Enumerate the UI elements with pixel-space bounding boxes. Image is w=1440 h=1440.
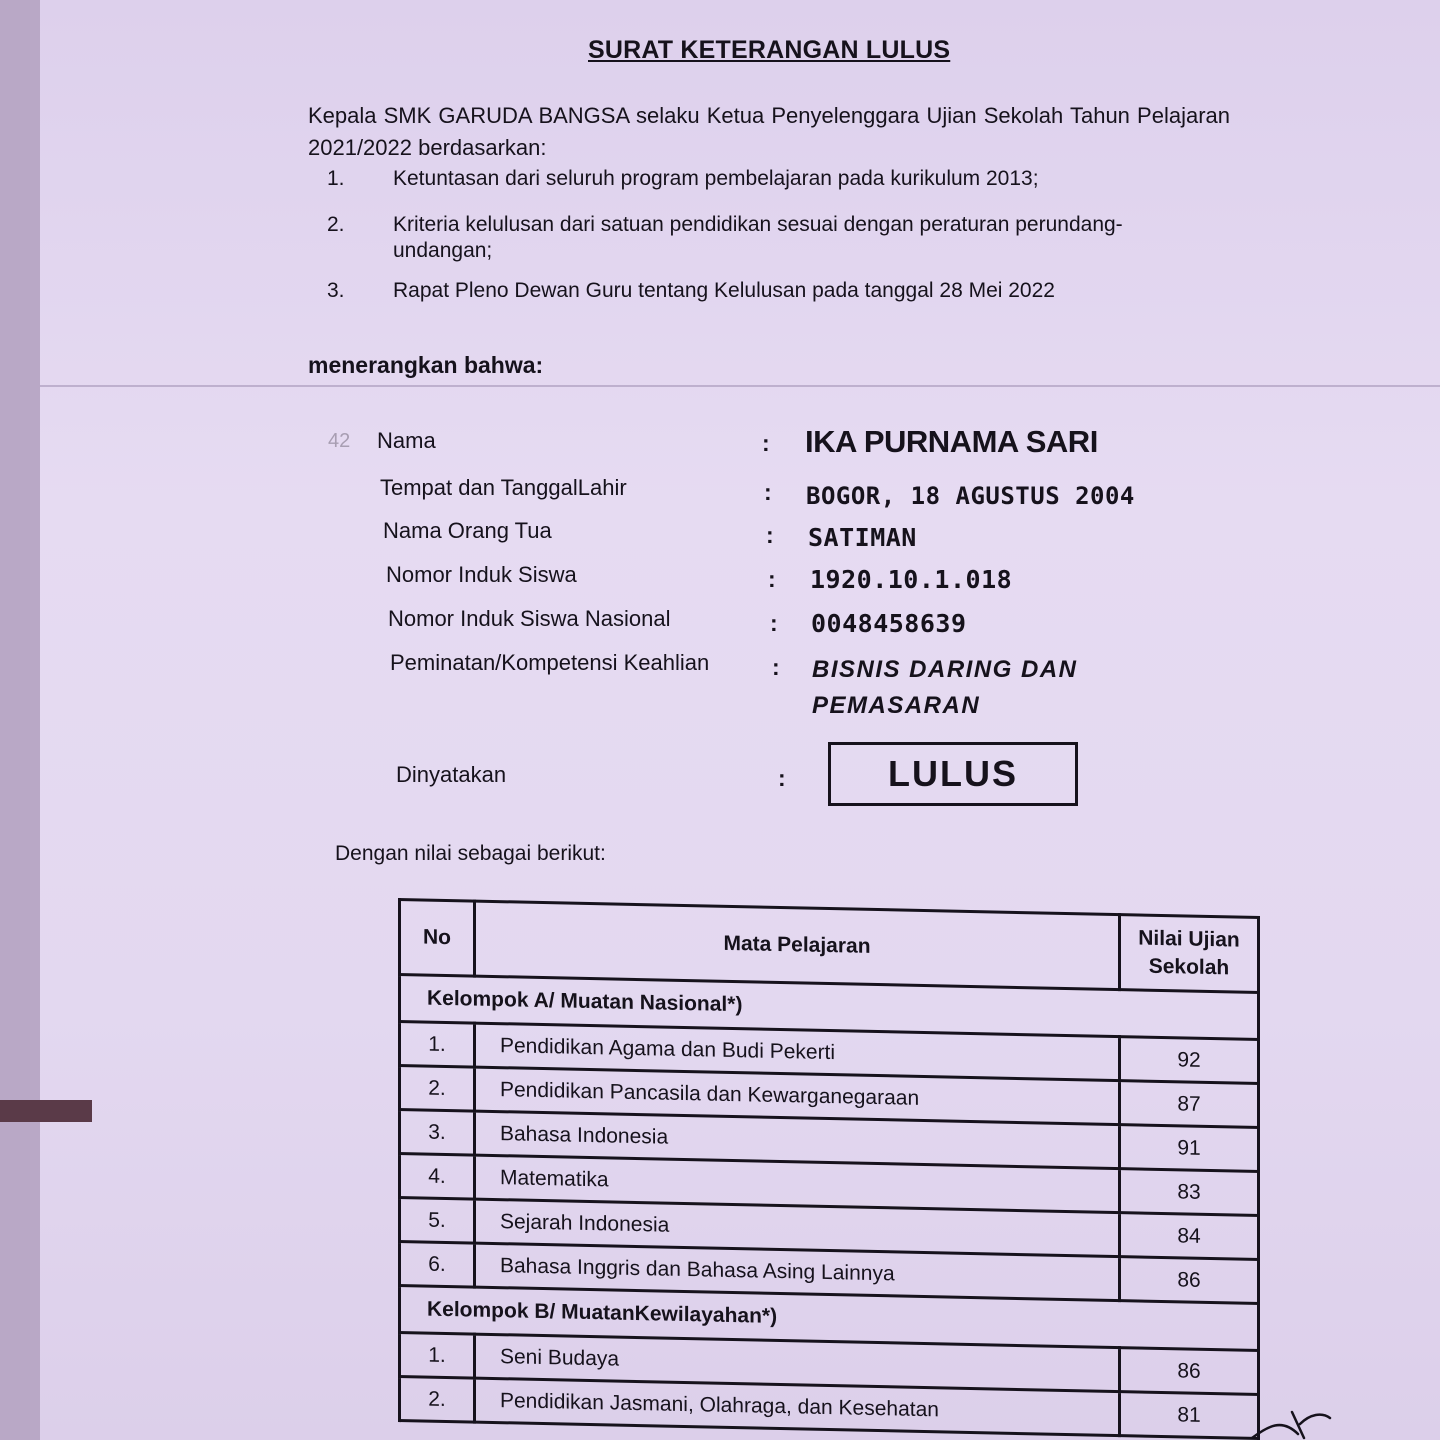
colon: : [764,479,772,505]
colon: : [762,430,770,456]
basis-text: Kriteria kelulusan dari satuan pendidikan sesuai dengan peraturan perundang-undangan; [393,213,1123,262]
status-value: LULUS [888,753,1018,794]
status-box [828,742,1078,806]
row-score: 81 [1120,1392,1259,1439]
paper-fold-line [40,385,1440,387]
colon: : [768,566,776,592]
colon: : [778,765,786,791]
row-no: 1. [400,1022,475,1068]
lead-text: menerangkan bahwa: [308,352,544,378]
group-a-title: Kelompok A/ Muatan Nasional*) [400,975,1259,1040]
colon: : [772,654,780,680]
grades-intro: Dengan nilai sebagai berikut: [335,842,606,865]
colon: : [770,610,778,636]
skill-value: BISNIS DARING DAN PEMASARAN [812,656,1078,719]
row-number: 42 [328,430,351,452]
header-score: Nilai Ujian Sekolah [1120,915,1259,993]
row-score: 86 [1120,1257,1259,1304]
row-no: 1. [400,1333,475,1379]
basis-number: 1. [327,167,345,190]
row-no: 3. [400,1110,475,1156]
row-subject: Pendidikan Pancasila dan Kewarganegaraan [475,1067,1120,1125]
row-subject: Bahasa Indonesia [475,1111,1120,1169]
skill-label: Peminatan/Kompetensi Keahlian [390,650,710,675]
row-score: 83 [1120,1169,1259,1216]
basis-text: Ketuntasan dari seluruh program pembelajaran pada kurikulum 2013; [393,167,1039,190]
row-score: 84 [1120,1213,1259,1260]
background-edge [0,1100,92,1122]
group-b-title: Kelompok B/ MuatanKewilayahan*) [400,1286,1259,1351]
row-subject: Matematika [475,1155,1120,1213]
birth-value: BOGOR, 18 AGUSTUS 2004 [806,482,1135,510]
colon: : [766,522,774,548]
basis-number: 3. [327,279,345,302]
basis-number: 2. [327,213,345,236]
name-value: IKA PURNAMA SARI [805,424,1098,459]
row-score: 87 [1120,1081,1259,1128]
basis-text: Rapat Pleno Dewan Guru tentang Kelulusan pada tanggal 28 Mei 2022 [393,279,1055,302]
row-score: 91 [1120,1125,1259,1172]
nis-value: 1920.10.1.018 [810,565,1013,594]
grades-table [398,898,1260,1440]
document-title: SURAT KETERANGAN LULUS [588,36,951,64]
header-subject: Mata Pelajaran [475,901,1120,990]
row-no: 5. [400,1198,475,1244]
row-subject: Pendidikan Agama dan Budi Pekerti [475,1023,1120,1081]
nisn-value: 0048458639 [811,609,967,638]
parent-label: Nama Orang Tua [383,518,552,543]
row-subject: Bahasa Inggris dan Bahasa Asing Lainnya [475,1243,1120,1301]
row-no: 2. [400,1377,475,1423]
nisn-label: Nomor Induk Siswa Nasional [388,606,671,631]
nis-label: Nomor Induk Siswa [386,562,577,587]
status-label: Dinyatakan [396,762,507,787]
row-subject: Seni Budaya [475,1334,1120,1392]
row-no: 2. [400,1066,475,1112]
row-no: 6. [400,1242,475,1288]
row-subject: Pendidikan Jasmani, Olahraga, dan Kesehatan [475,1378,1120,1436]
parent-value: SATIMAN [808,523,917,552]
birth-label: Tempat dan TanggalLahir [380,475,627,500]
name-label: Nama [377,428,436,453]
row-no: 4. [400,1154,475,1200]
row-score: 86 [1120,1348,1259,1395]
row-score: 92 [1120,1037,1259,1084]
header-no: No [400,900,475,977]
row-subject: Sejarah Indonesia [475,1199,1120,1257]
intro-paragraph: Kepala SMK GARUDA BANGSA selaku Ketua Penyelenggara Ujian Sekolah Tahun Pelajaran 2021/2022 berdasarkan: [308,103,1230,160]
signature-stroke [1248,1404,1338,1440]
